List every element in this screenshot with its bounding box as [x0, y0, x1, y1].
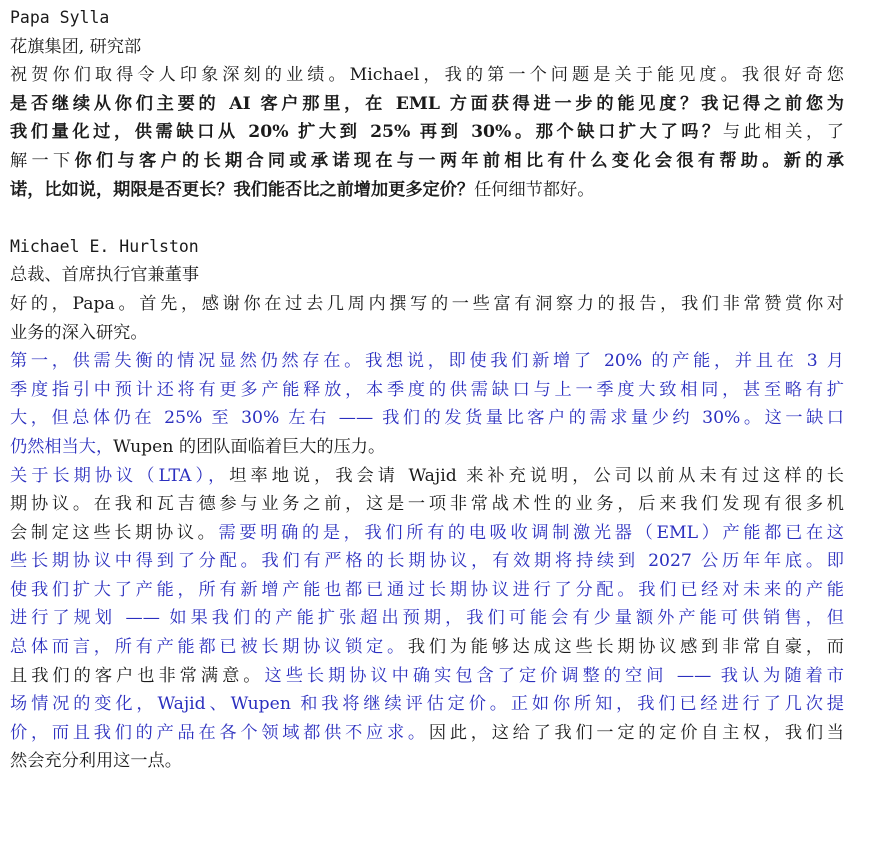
text-run: 因此，这给了我们一定的定价自主权，我们当	[428, 722, 844, 743]
bold-text-run: 你们与客户的长期合同或承诺现在与一两年前相比有什么变化会很有帮助。新的承	[74, 150, 844, 171]
text-run: 好的，Papa。首先，感谢你在过去几周内撰写的一些富有洞察力的报告，我们非常赞赏你对	[10, 293, 844, 314]
speaker1-paragraph	[10, 61, 844, 204]
text-line	[10, 176, 844, 205]
speaker2-paragraphs	[10, 290, 844, 776]
text-run: 解一下	[10, 150, 75, 171]
transcript-document	[10, 4, 844, 776]
text-line	[10, 519, 844, 548]
text-run: 期协议。在我和瓦吉德参与业务之前，这是一项非常战术性的业务，后来我们发现有很多机	[10, 494, 844, 515]
text-line	[10, 547, 844, 576]
text-run: 且我们的客户也非常满意。	[10, 665, 265, 686]
speaker-affiliation: 花旗集团, 研究部	[10, 36, 142, 57]
speaker1-block	[10, 4, 844, 204]
text-line	[10, 147, 844, 176]
text-line	[10, 61, 844, 90]
text-run: 然会充分利用这一点。	[10, 751, 182, 772]
text-run: 坦率地说，我会请 Wajid 来补充说明，公司以前从未有过这样的长	[229, 465, 844, 486]
text-run: Wupen 的团队面临着巨大的压力。	[113, 436, 386, 457]
text-run: 与此相关，了	[722, 122, 844, 143]
highlighted-text-run: 季度指引中预计还将有更多产能释放，本季度的供需缺口与上一季度大致相同，甚至略有扩	[10, 379, 844, 400]
text-line	[10, 747, 844, 776]
text-line	[10, 376, 844, 405]
text-run: 业务的深入研究。	[10, 322, 148, 343]
section-gap	[10, 204, 844, 233]
speaker-title: 总裁、首席执行官兼董事	[10, 265, 200, 286]
highlighted-text-run: 价，而且我们的产品在各个领域都供不应求。	[10, 722, 429, 743]
text-line	[10, 347, 844, 376]
text-line	[10, 404, 844, 433]
highlighted-text-run: 关于长期协议（LTA），	[10, 465, 230, 486]
text-line	[10, 433, 844, 462]
text-run: 任何细节都好。	[474, 179, 595, 200]
highlighted-text-run: 场情况的变化，Wajid、Wupen 和我将继续评估定价。正如你所知，我们已经进行了几次提	[10, 694, 844, 715]
text-line	[10, 118, 844, 147]
highlighted-text-run: 这些长期协议中确实包含了定价调整的空间 —— 我认为随着市	[264, 665, 844, 686]
bold-text-run: 我们量化过，供需缺口从 20% 扩大到 25% 再到 30%。那个缺口扩大了吗？	[10, 122, 723, 143]
text-run: 会制定这些长期协议。	[10, 522, 219, 543]
text-line	[10, 490, 844, 519]
speaker-name: Papa Sylla	[10, 8, 110, 27]
text-line	[10, 690, 844, 719]
text-line	[10, 719, 844, 748]
text-line	[10, 576, 844, 605]
text-line	[10, 462, 844, 491]
highlighted-text-run: 大，但总体仍在 25% 至 30% 左右 —— 我们的发货量比客户的需求量少约 30%。这一缺口	[10, 408, 844, 429]
text-run: 我们为能够达成这些长期协议感到非常自豪，而	[407, 637, 844, 658]
text-line	[10, 604, 844, 633]
highlighted-text-run: 使我们扩大了产能，所有新增产能也都已通过长期协议进行了分配。我们已经对未来的产能	[10, 579, 844, 600]
highlighted-text-run: 需要明确的是，我们所有的电吸收调制激光器（EML）产能都已在这	[218, 522, 844, 543]
highlighted-text-run: 仍然相当大，	[10, 436, 114, 457]
bold-text-run: 诺，比如说，期限是否更长？我们能否比之前增加更多定价？	[10, 179, 475, 200]
text-line	[10, 633, 844, 662]
speaker2-block	[10, 233, 844, 776]
highlighted-text-run: 些长期协议中得到了分配。我们有严格的长期协议，有效期将持续到 2027 公历年年底。即	[10, 551, 844, 572]
highlighted-text-run: 第一，供需失衡的情况显然仍然存在。我想说，即使我们新增了 20% 的产能，并且在 3 月	[10, 351, 844, 372]
text-line	[10, 90, 844, 119]
text-line	[10, 662, 844, 691]
text-line	[10, 319, 844, 348]
highlighted-text-run: 总体而言，所有产能都已被长期协议锁定。	[10, 637, 408, 658]
text-line	[10, 290, 844, 319]
bold-text-run: 是否继续从你们主要的 AI 客户那里，在 EML 方面获得进一步的能见度？我记得之前您为	[10, 93, 844, 114]
text-run: 祝贺你们取得令人印象深刻的业绩。Michael，我的第一个问题是关于能见度。我很好奇您	[10, 65, 844, 86]
speaker-name: Michael E. Hurlston	[10, 236, 199, 256]
highlighted-text-run: 进行了规划 —— 如果我们的产能扩张超出预期，我们可能会有少量额外产能可供销售，但	[10, 608, 844, 629]
